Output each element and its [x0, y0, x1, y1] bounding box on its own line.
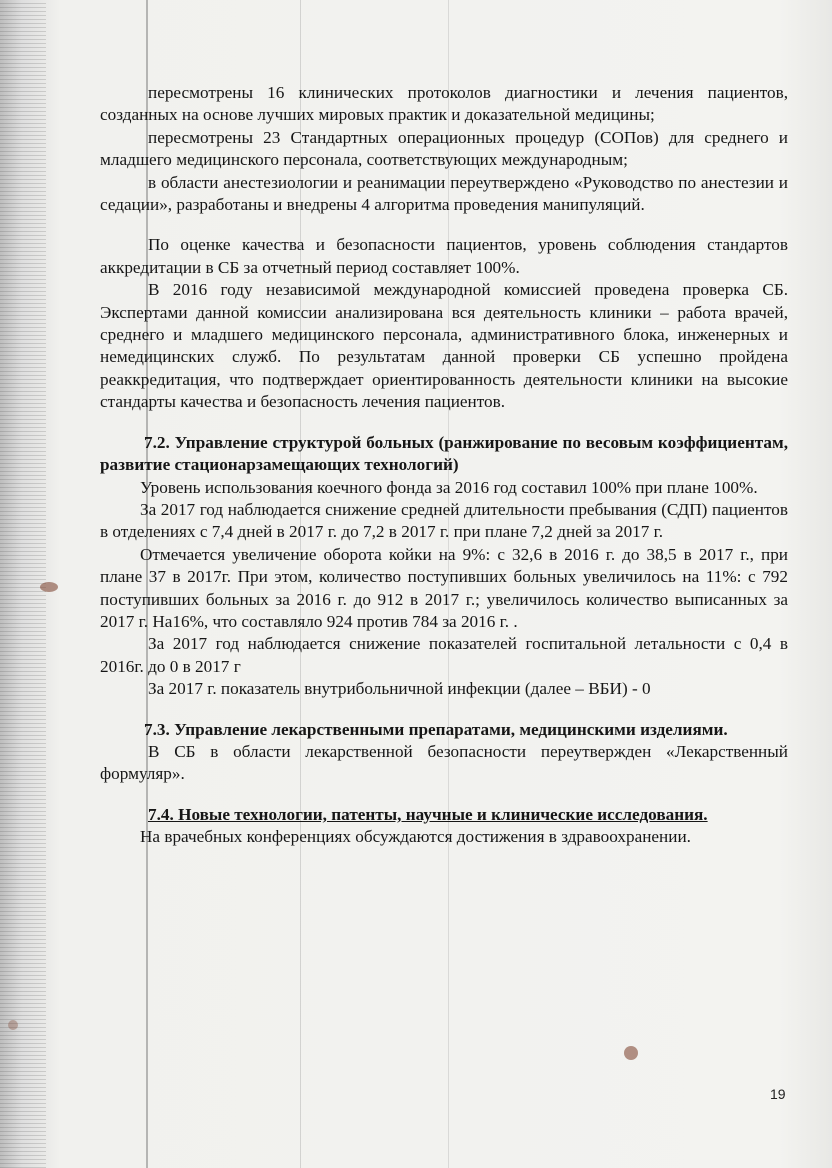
- paragraph-reaccreditation: В 2016 году независимой международной комиссией проведена проверка СБ. Экспертами данной комиссии анализирована вся деятельность клиники – работа врачей, среднего и младшего медицинского персонала, административного блока, инженерных и немедицинских служб. По результатам данной проверки СБ успешно пройдена реаккредитация, что подтверждает ориентированность деятельности клиники на высокие стандарты качества и безопасность лечения пациентов.: [100, 280, 788, 412]
- section-heading-7-4: 7.4. Новые технологии, патенты, научные и клинические исследования.: [148, 804, 708, 824]
- ink-stain: [624, 1046, 638, 1060]
- paragraph-length-of-stay: За 2017 год наблюдается снижение средней длительности пребывания (СДП) пациентов в отделениях с 7,4 дней в 2017 г. до 7,2 в 2017 г. при плане 7,2 дней за 2017 г.: [100, 499, 788, 542]
- page-number: 19: [770, 1086, 786, 1102]
- paragraph-infection: За 2017 г. показатель внутрибольничной инфекции (далее – ВБИ) - 0: [148, 679, 651, 699]
- paragraph-bed-turnover: Отмечается увеличение оборота койки на 9%: с 32,6 в 2016 г. до 38,5 в 2017 г., при плане 37 в 2017г. При этом, количество поступивших больных увеличилось на 11%: с 792 поступивших больных за 2016 г. до 912 в 2017 г.; увеличилось количество выписанных за 2017 г. На16%, что составляло 924 против 784 за 2016 г. .: [100, 544, 788, 631]
- ink-stain: [8, 1020, 18, 1030]
- section-heading-7-3: 7.3. Управление лекарственными препаратами, медицинскими изделиями.: [144, 719, 728, 739]
- paragraph-conferences: На врачебных конференциях обсуждаются достижения в здравоохранении.: [140, 827, 691, 847]
- paragraph-mortality: За 2017 год наблюдается снижение показателей госпитальной летальности с 0,4 в 2016г. до 0 в 2017 г: [100, 634, 788, 676]
- section-heading-7-2: 7.2. Управление структурой больных (ранжирование по весовым коэффициентам, развитие стационарзамещающих технологий): [100, 432, 788, 475]
- scan-edge-noise: [0, 0, 46, 1168]
- bullet-protocols: пересмотрены 16 клинических протоколов диагностики и лечения пациентов, созданных на основе лучших мировых практик и доказательной медицины;: [100, 83, 788, 125]
- paragraph-formulary: В СБ в области лекарственной безопасности переутвержден «Лекарственный формуляр».: [100, 741, 788, 784]
- paragraph-bed-fund: Уровень использования коечного фонда за 2016 год составил 100% при плане 100%.: [140, 477, 758, 497]
- ink-stain: [40, 582, 58, 592]
- paragraph-accreditation-level: По оценке качества и безопасности пациентов, уровень соблюдения стандартов аккредитации в СБ за отчетный период составляет 100%.: [100, 235, 788, 277]
- document-body: [100, 82, 788, 849]
- bullet-anesthesia: в области анестезиологии и реанимации переутверждено «Руководство по анестезии и седации», разработаны и внедрены 4 алгоритма проведения манипуляций.: [100, 172, 788, 215]
- bullet-sop: пересмотрены 23 Стандартных операционных процедур (СОПов) для среднего и младшего медицинского персонала, соответствующих международным;: [100, 127, 788, 170]
